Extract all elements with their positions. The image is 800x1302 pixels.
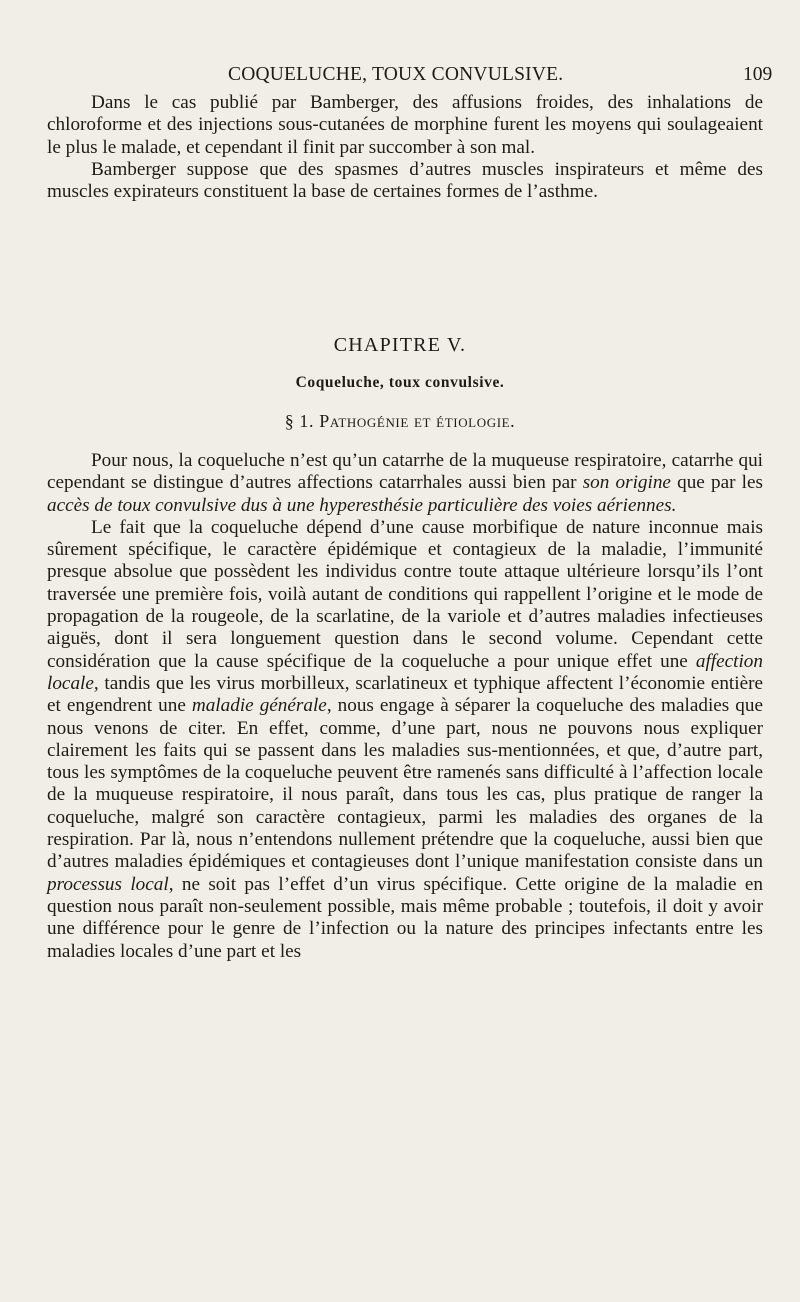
- body-p2-emphasis-3: processus local: [47, 873, 169, 895]
- body-p1-text-b: que par les: [670, 472, 763, 494]
- section-mark: § 1.: [284, 411, 315, 431]
- chapter-title: CHAPITRE V.: [333, 334, 467, 356]
- body-text: [47, 450, 763, 963]
- body-p1-emphasis-2: accès de toux convulsive dus à une hyperesthésie particulière des voies aériennes.: [47, 494, 677, 516]
- body-p2-text-a: Le fait que la coqueluche dépend d’une cause morbifique de nature inconnue mais sûrement spécifique, le caractère épidémique et contagieux de la maladie, l’immunité presque absolue que possèdent les individus contre toute attaque ultérieure lorsqu’ils l’ont traversée une première fois, voilà autant de conditions qui rappellent l’origine et le mode de propagation de la rougeole, de la scarlatine, de la variole et d’autres maladies infectieuses aiguës, dont il sera longuement question dans le second volume. Cependant cette considération que la cause spécifique de la coqueluche a pour unique effet une: [47, 516, 763, 672]
- body-p2-emphasis-2: maladie générale: [191, 695, 327, 717]
- page-header: [0, 64, 800, 90]
- intro-paragraph-2: Bamberger suppose que des spasmes d’autres muscles inspirateurs et même des muscles expirateurs constituent la base de certaines formes de l’asthme.: [47, 158, 763, 203]
- chapter-subtitle: Coqueluche, toux convulsive.: [295, 374, 505, 391]
- body-paragraph-2: [47, 517, 763, 963]
- body-p1-text-a: Pour nous, la coqueluche n’est qu’un catarrhe de la muqueuse respiratoire, catarrhe qui cependant se distingue d’autres affections catarrhales aussi bien par: [47, 450, 763, 494]
- section-title: Pathogénie et étiologie.: [319, 411, 516, 431]
- body-p2-text-d: , ne soit pas l’effet d’un virus spécifique. Cette origine de la maladie en question nous paraît non-seulement possible, mais même probable ; toutefois, il doit y avoir une différence pour le genre de l’infection ou la nature des principes infectants entre les maladies locales d’une part et les: [47, 873, 763, 962]
- body-p2-text-b: , tandis que les virus morbilleux, scarlatineux et typhique affectent l’économie entière et engendrent une: [47, 672, 763, 717]
- body-p1-emphasis-1: son origine: [582, 472, 671, 494]
- page-number: 109: [743, 64, 773, 85]
- intro-text: [47, 92, 763, 203]
- body-p2-emphasis-1: affection locale: [47, 650, 763, 694]
- intro-paragraph-1: Dans le cas publié par Bamberger, des affusions froides, des inhalations de chloroforme et des injections sous-cutanées de morphine furent les moyens qui soulageaient le plus le malade, et cependant il finit par succomber à son mal.: [47, 92, 763, 158]
- body-p2-text-c: , nous engage à séparer la coqueluche des maladies que nous venons de citer. En effet, comme, d’une part, nous ne pouvons nous expliquer clairement les faits qui se passent dans les maladies sus-mentionnées, et que, d’autre part, tous les symptômes de la coqueluche peuvent être ramenés sans difficulté à l’affection locale de la muqueuse respiratoire, il nous paraît, dans tous les cas, plus pratique de ranger la coqueluche, malgré son caractère contagieux, parmi les maladies des organes de la respiration. Par là, nous n’entendons nullement prétendre que la coqueluche, aussi bien que d’autres maladies épidémiques et contagieuses dont l’unique manifestation consiste dans un: [47, 695, 763, 873]
- running-title: COQUELUCHE, TOUX CONVULSIVE.: [228, 64, 564, 85]
- body-paragraph-1: [47, 450, 763, 517]
- section-heading: [0, 411, 800, 432]
